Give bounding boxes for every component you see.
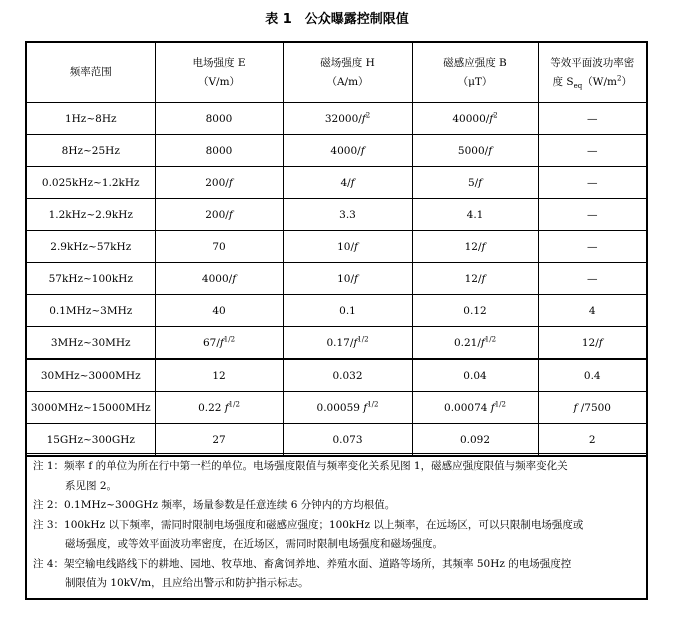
cell-magnetic-induction-value: 5/f [467, 176, 483, 189]
cell-frequency-value: 8Hz~25Hz [61, 144, 120, 157]
cell-power-density-value: — [587, 144, 598, 157]
cell-power-density [538, 199, 647, 231]
cell-magnetic-induction-value: 0.04 [463, 369, 487, 382]
cell-frequency-value: 15GHz~300GHz [46, 433, 135, 446]
cell-electric-field [155, 359, 283, 392]
cell-electric-field-value: 12 [212, 369, 226, 382]
cell-power-density-value: 4 [588, 304, 596, 317]
cell-power-density [538, 424, 647, 457]
cell-electric-field [155, 135, 283, 167]
cell-magnetic-field-value: 4/f [340, 176, 355, 189]
header-electric-field [155, 42, 283, 103]
cell-magnetic-induction-exponent: 2 [493, 111, 498, 119]
cell-magnetic-induction-value: 0.12 [463, 304, 487, 317]
cell-power-density-value: 2 [588, 433, 596, 446]
cell-magnetic-field-value: 0.17/f [326, 336, 358, 349]
cell-electric-field-value: 67/f [202, 336, 224, 349]
cell-electric-field-value: 8000 [205, 144, 233, 157]
cell-magnetic-induction [412, 327, 538, 360]
cell-magnetic-induction-value: 0.21/f [453, 336, 485, 349]
header-magnetic-field-unit: （A/m） [326, 75, 369, 88]
cell-power-density [538, 392, 647, 424]
note-1: 注 1：频率 f 的单位为所在行中第一栏的单位。电场强度限值与频率变化关系见图 1，磁感应强度限值与频率变化关 [33, 460, 568, 472]
cell-magnetic-induction-exponent: 1/2 [484, 335, 497, 343]
cell-frequency [26, 327, 155, 360]
cell-magnetic-field-value: 0.1 [339, 304, 356, 317]
cell-electric-field-exponent: 1/2 [223, 335, 236, 343]
cell-electric-field-value: 0.22 f [198, 401, 229, 414]
cell-electric-field-value: 27 [212, 433, 226, 446]
power-density-unit-exponent: 2 [616, 74, 622, 82]
header-power-density [538, 42, 647, 103]
cell-magnetic-field-value: 0.032 [332, 369, 363, 382]
cell-electric-field-value: 8000 [205, 112, 233, 125]
cell-magnetic-field [283, 359, 412, 392]
cell-power-density-value: 12/f [581, 336, 603, 349]
cell-magnetic-induction [412, 424, 538, 457]
table-row [26, 327, 647, 360]
table-row [26, 295, 647, 327]
cell-electric-field [155, 392, 283, 424]
cell-magnetic-field-value: 0.00059 f [316, 401, 368, 414]
cell-magnetic-field-value: 3.3 [339, 208, 356, 221]
cell-frequency [26, 103, 155, 135]
cell-electric-field [155, 295, 283, 327]
cell-electric-field-value: 40 [212, 304, 226, 317]
cell-magnetic-induction-value: 12/f [464, 272, 486, 285]
cell-magnetic-field [283, 327, 412, 360]
cell-magnetic-field [283, 231, 412, 263]
cell-power-density-value: 0.4 [583, 369, 601, 382]
notes-block [25, 453, 648, 600]
header-magnetic-field-line1: 磁场强度 H [320, 56, 375, 69]
cell-frequency [26, 424, 155, 457]
cell-magnetic-field [283, 199, 412, 231]
cell-magnetic-field [283, 167, 412, 199]
header-magnetic-induction [412, 42, 538, 103]
cell-magnetic-induction [412, 167, 538, 199]
cell-power-density [538, 167, 647, 199]
cell-power-density-value: — [587, 112, 598, 125]
cell-frequency-value: 1.2kHz~2.9kHz [48, 208, 133, 221]
note-2: 注 2：0.1MHz~300GHz 频率，场量参数是任意连续 6 分钟内的方均根值。 [33, 499, 396, 511]
cell-magnetic-induction-value: 40000/f [452, 112, 494, 125]
cell-magnetic-induction-exponent: 1/2 [494, 400, 506, 408]
cell-power-density [538, 231, 647, 263]
cell-power-density [538, 295, 647, 327]
cell-magnetic-induction-value: 0.00074 f [444, 401, 495, 414]
cell-power-density [538, 103, 647, 135]
cell-magnetic-field-value: 0.073 [332, 433, 363, 446]
table-row [26, 135, 647, 167]
header-power-density-line1: 等效平面波功率密 [550, 56, 635, 69]
cell-electric-field [155, 424, 283, 457]
cell-magnetic-induction [412, 392, 538, 424]
cell-magnetic-induction [412, 359, 538, 392]
note-1-continued: 系见图 2。 [65, 479, 118, 492]
header-magnetic-induction-line1: 磁感应强度 B [443, 56, 507, 69]
cell-magnetic-induction [412, 231, 538, 263]
cell-frequency [26, 263, 155, 295]
cell-magnetic-induction [412, 135, 538, 167]
cell-power-density [538, 263, 647, 295]
cell-electric-field [155, 263, 283, 295]
cell-frequency-value: 1Hz~8Hz [64, 112, 117, 125]
power-density-unit: （W/m [582, 75, 617, 88]
cell-frequency-value: 3000MHz~15000MHz [30, 401, 151, 414]
cell-power-density-value: — [587, 208, 598, 221]
cell-magnetic-field [283, 392, 412, 424]
cell-magnetic-field [283, 424, 412, 457]
cell-frequency [26, 199, 155, 231]
cell-magnetic-induction-value: 12/f [464, 240, 486, 253]
cell-electric-field-value: 70 [212, 240, 226, 253]
header-power-density-line2 [539, 73, 647, 92]
cell-frequency-value: 2.9kHz~57kHz [50, 240, 132, 253]
cell-magnetic-field-exponent: 1/2 [357, 335, 369, 343]
header-electric-field-line1: 电场强度 E [192, 56, 246, 69]
cell-electric-field [155, 327, 283, 360]
cell-electric-field [155, 167, 283, 199]
cell-electric-field [155, 231, 283, 263]
cell-frequency [26, 167, 155, 199]
table-row [26, 263, 647, 295]
cell-magnetic-field-value: 32000/f [324, 112, 366, 125]
cell-magnetic-field-exponent: 2 [365, 111, 371, 119]
power-density-symbol: 度 S [552, 75, 574, 88]
note-3: 注 3：100kHz 以下频率，需同时限制电场强度和磁感应强度；100kHz 以上频率，在远场区，可以只限制电场强度或 [33, 518, 584, 531]
cell-frequency [26, 359, 155, 392]
cell-electric-field-value: 4000/f [201, 272, 237, 285]
header-magnetic-field [283, 42, 412, 103]
table-title: 表 1 公众曝露控制限值 [265, 12, 409, 27]
cell-magnetic-induction [412, 103, 538, 135]
cell-electric-field-value: 200/f [205, 208, 233, 221]
cell-power-density [538, 327, 647, 360]
header-row [26, 42, 647, 103]
cell-magnetic-induction-value: 5000/f [457, 144, 493, 157]
cell-frequency [26, 135, 155, 167]
table-row [26, 167, 647, 199]
cell-magnetic-field-exponent: 1/2 [367, 400, 379, 408]
cell-frequency-value: 0.1MHz~3MHz [49, 304, 133, 317]
cell-magnetic-induction-value: 0.092 [459, 433, 491, 446]
cell-power-density-value: — [587, 176, 598, 189]
table-row [26, 231, 647, 263]
cell-frequency-value: 0.025kHz~1.2kHz [41, 176, 140, 189]
power-density-subscript: eq [573, 81, 583, 90]
cell-power-density [538, 135, 647, 167]
cell-frequency [26, 231, 155, 263]
cell-frequency-value: 30MHz~3000MHz [40, 369, 141, 382]
cell-frequency-value: 57kHz~100kHz [48, 272, 133, 285]
power-density-unit-close: ） [621, 75, 632, 88]
cell-electric-field [155, 103, 283, 135]
cell-frequency-value: 3MHz~30MHz [50, 336, 131, 349]
cell-magnetic-induction [412, 199, 538, 231]
table-row [26, 103, 647, 135]
header-magnetic-induction-unit: （μT） [457, 75, 493, 88]
cell-electric-field-exponent: 1/2 [228, 400, 240, 408]
table-row [26, 392, 647, 424]
cell-power-density-value: — [587, 272, 598, 285]
cell-magnetic-field [283, 135, 412, 167]
cell-magnetic-field-value: 10/f [337, 272, 358, 285]
note-3-continued: 磁场强度，或等效平面波功率密度，在近场区，需同时限制电场强度和磁场强度。 [65, 538, 443, 550]
cell-magnetic-field [283, 263, 412, 295]
header-electric-field-unit: （V/m） [197, 75, 241, 88]
cell-magnetic-field [283, 103, 412, 135]
cell-frequency [26, 295, 155, 327]
cell-electric-field-value: 200/f [205, 176, 233, 189]
table-body [26, 103, 647, 457]
cell-electric-field [155, 199, 283, 231]
cell-magnetic-field-value: 4000/f [330, 144, 365, 157]
note-4: 注 4：架空输电线路线下的耕地、园地、牧草地、畜禽饲养地、养殖水面、道路等场所，其频率 50Hz 的电场强度控 [33, 557, 572, 570]
cell-magnetic-field [283, 295, 412, 327]
cell-power-density-value: f /7500 [573, 401, 611, 414]
header-frequency-range: 频率范围 [26, 42, 155, 103]
cell-frequency [26, 392, 155, 424]
table-row [26, 359, 647, 392]
cell-magnetic-field-value: 10/f [337, 240, 358, 253]
cell-magnetic-induction-value: 4.1 [466, 208, 484, 221]
exposure-limits-table [25, 41, 648, 457]
cell-magnetic-induction [412, 263, 538, 295]
table-row [26, 199, 647, 231]
cell-power-density-value: — [587, 240, 598, 253]
note-4-continued: 制限值为 10kV/m，且应给出警示和防护指示标志。 [65, 577, 309, 589]
cell-power-density [538, 359, 647, 392]
cell-magnetic-induction [412, 295, 538, 327]
table-row [26, 424, 647, 457]
